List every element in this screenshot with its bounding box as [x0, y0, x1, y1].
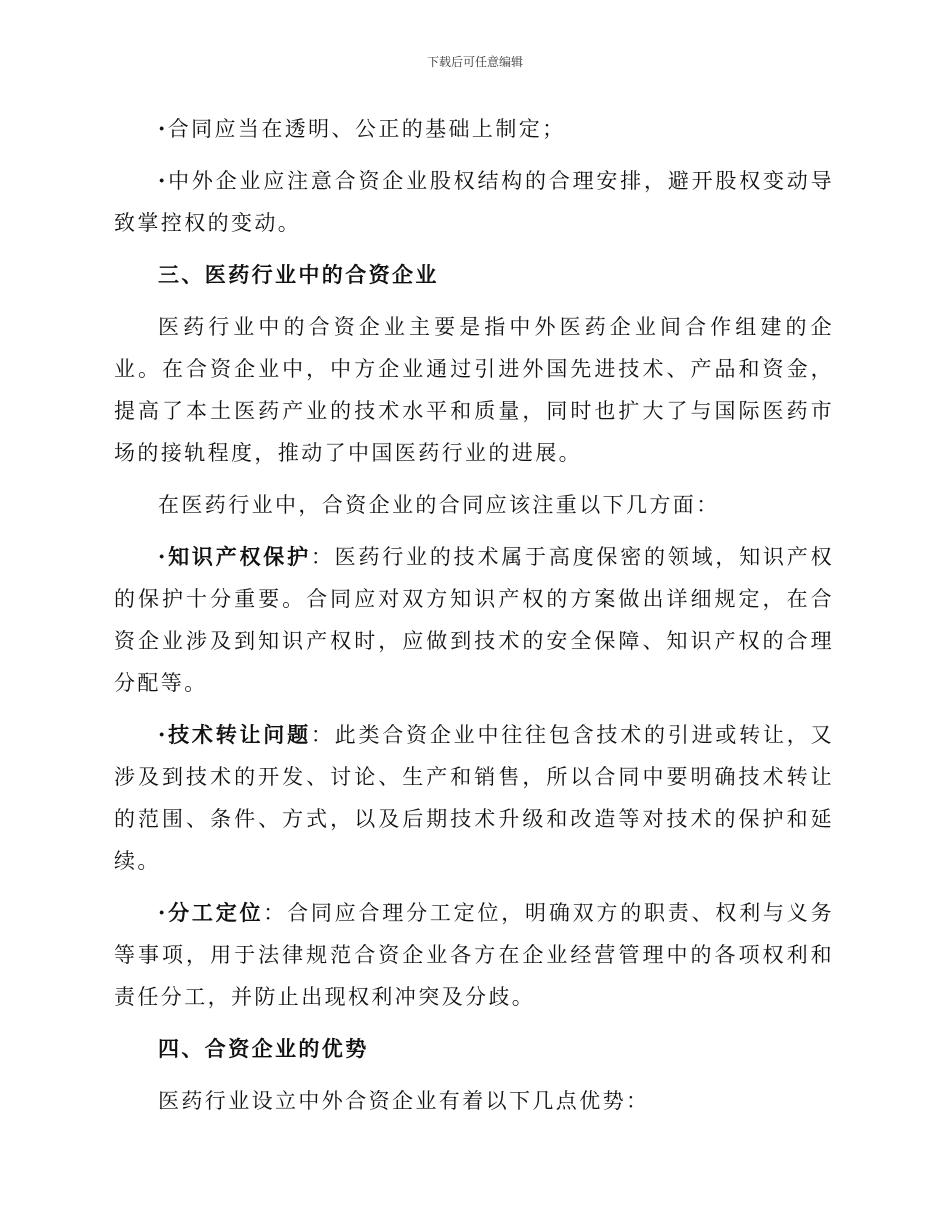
page-header: 下载后可任意编辑 [426, 55, 523, 69]
item-term: 知识产权保护 [167, 544, 311, 569]
paragraph: 医药行业中的合资企业主要是指中外医药企业间合作组建的企业。在合资企业中，中方企业通过引进外国先进技术、产品和资金，提高了本土医药产业的技术水平和质量，同时也扩大了与国际医药市场的接轨程度，推动了中国医药行业的进展。 [114, 315, 834, 465]
bullet-mark: · [158, 900, 168, 925]
bullet-item [114, 160, 834, 244]
item-term: 技术转让问题 [167, 722, 311, 747]
paragraph: 在医药行业中，合资企业的合同应该注重以下几方面： [158, 493, 720, 517]
bullet-text: 合同应当在透明、公正的基础上制定； [167, 117, 566, 141]
section-heading: 四、合资企业的优势 [158, 1036, 369, 1061]
bullet-mark: · [158, 722, 168, 747]
item-text: ：合同应合理分工定位，明确双方的职责、权利与义务等事项，用于法律规范合资企业各方在企业经营管理中的各项权利和责任分工，并防止出现权利冲突及分歧。 [114, 901, 834, 1009]
bullet-text: 中外企业应注意合资企业股权结构的合理安排，避开股权变动导致掌控权的变动。 [114, 169, 834, 235]
document-body [114, 108, 834, 1122]
bullet-item [114, 108, 834, 150]
item-text: ：此类合资企业中往往包含技术的引进或转让，又涉及到技术的开发、讨论、生产和销售，所以合同中要明确技术转让的范围、条件、方式，以及后期技术升级和改造等对技术的保护和延续。 [114, 723, 834, 873]
section-heading: 三、医药行业中的合资企业 [158, 262, 439, 287]
list-item [114, 714, 834, 882]
paragraph: 医药行业设立中外合资企业有着以下几点优势： [158, 1089, 650, 1113]
bullet-mark: · [158, 544, 168, 569]
list-item [114, 892, 834, 1018]
item-term: 分工定位 [167, 900, 264, 925]
bullet-mark: · [158, 168, 168, 193]
item-text: ：医药行业的技术属于高度保密的领域，知识产权的保护十分重要。合同应对双方知识产权的方案做出详细规定，在合资企业涉及到知识产权时，应做到技术的安全保障、知识产权的合理分配等。 [114, 545, 834, 695]
list-item [114, 536, 834, 704]
bullet-mark: · [158, 116, 168, 141]
